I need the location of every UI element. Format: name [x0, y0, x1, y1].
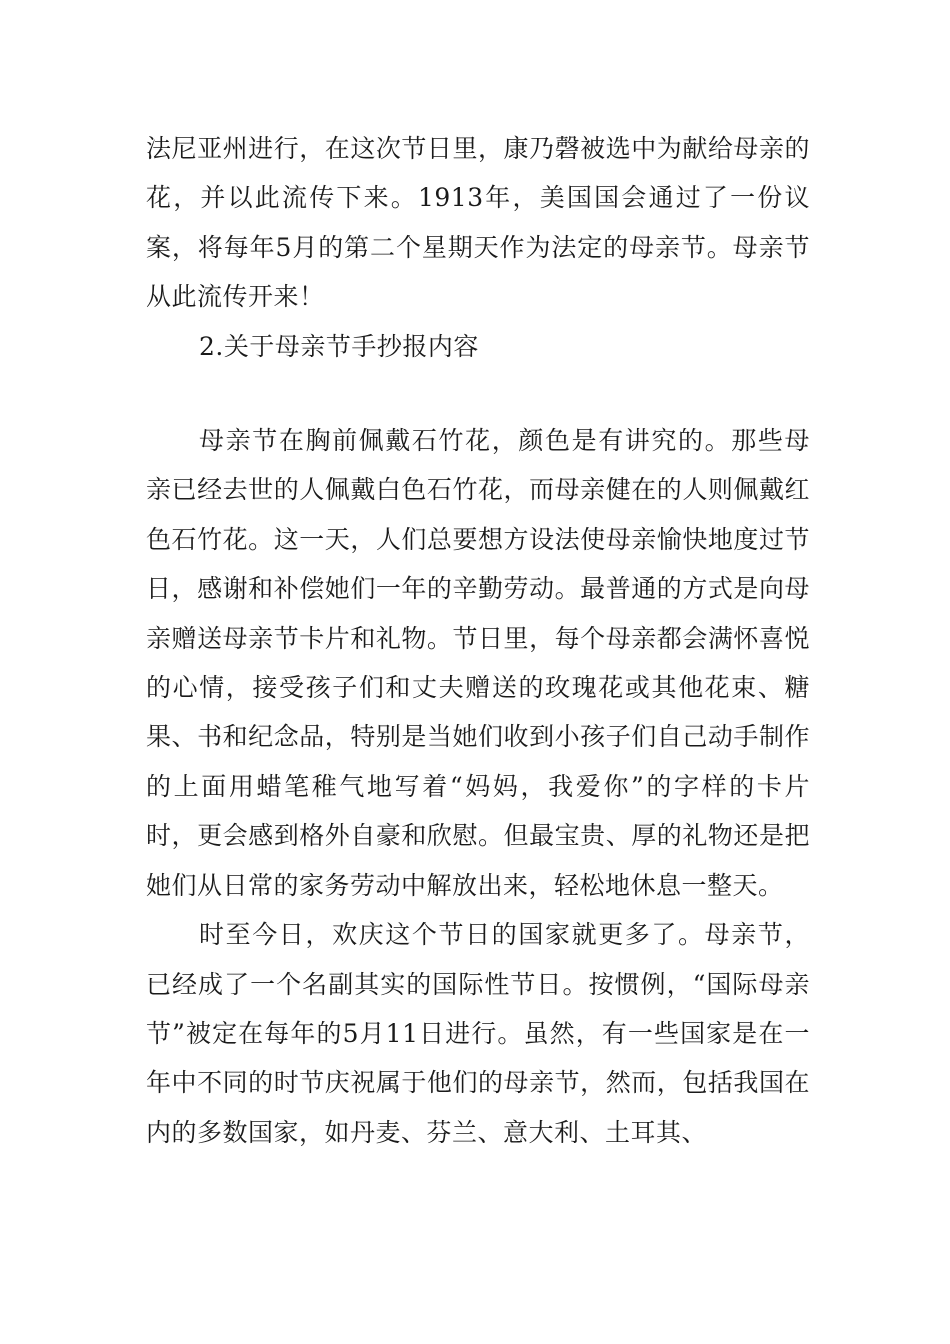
paragraph-international-holiday: 时至今日，欢庆这个节日的国家就更多了。母亲节，已经成了一个名副其实的国际性节日。按惯例，“国际母亲节”被定在每年的5月11日进行。虽然，有一些国家是在一年中不同的时节庆祝属于他们的母亲节，然而，包括我国在内的多数国家，如丹麦、芬兰、意大利、土耳其、 [146, 920, 810, 1147]
paragraph-origin-continued: 法尼亚州进行，在这次节日里，康乃磬被选中为献给母亲的花，并以此流传下来。1913年，美国国会通过了一份议案，将每年5月的第二个星期天作为法定的母亲节。母亲节从此流传开来！ [146, 134, 810, 312]
section-heading: 2.关于母亲节手抄报内容 [199, 331, 479, 361]
paragraph-carnation-customs: 母亲节在胸前佩戴石竹花，颜色是有讲究的。那些母亲已经去世的人佩戴白色石竹花，而母亲健在的人则佩戴红色石竹花。这一天，人们总要想方设法使母亲愉快地度过节日，感谢和补偿她们一年的辛勤劳动。最普通的方式是向母亲赠送母亲节卡片和礼物。节日里，每个母亲都会满怀喜悦的心情，接受孩子们和丈夫赠送的玫瑰花或其他花束、糖果、书和纪念品，特别是当她们收到小孩子们自己动手制作的上面用蜡笔稚气地写着“妈妈，我爱你”的字样的卡片时，更会感到格外自豪和欣慰。但最宝贵、厚的礼物还是把她们从日常的家务劳动中解放出来，轻松地休息一整天。 [146, 426, 810, 900]
document-body [146, 124, 810, 1157]
